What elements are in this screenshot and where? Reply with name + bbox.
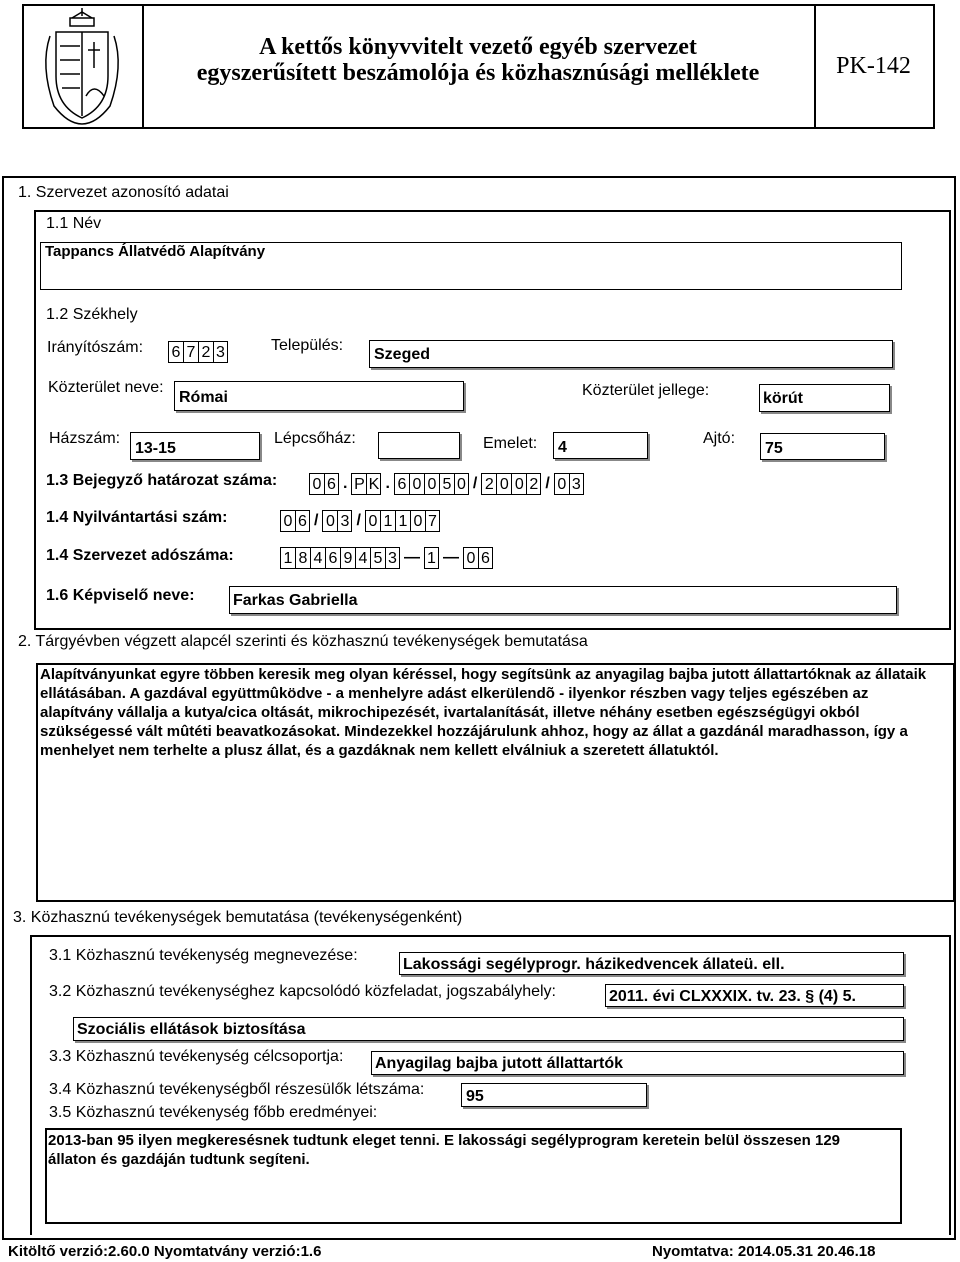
digit-cell: 8 [295,547,310,569]
tax-label: 1.4 Szervezet adószáma: [46,547,234,564]
stair-label: Lépcsőház: [274,430,356,447]
street-type-label: Közterület jellege: [582,382,710,399]
door-value: 75 [765,440,783,457]
form-title-line2: egyszerűsített beszámolója és közhasznúsági melléklete [196,60,760,86]
floor-value: 4 [558,439,567,456]
digit-cell: 0 [511,473,526,495]
street-type-value: körút [763,390,803,407]
zip-label: Irányítószám: [47,339,144,356]
digit-cell: 1 [280,547,295,569]
reg-no-label: 1.4 Nyilvántartási szám: [46,509,228,526]
public-task-value: Szociális ellátások biztosítása [77,1021,306,1038]
digit-group [351,473,381,495]
digit-separator: / [545,475,550,492]
street-label: Közterület neve: [48,379,164,396]
digit-group [481,473,541,495]
reg-decision-field[interactable] [309,473,584,495]
digit-separator: . [385,475,390,492]
digit-cell: 0 [409,473,424,495]
section1-title: 1. Szervezet azonosító adatai [18,184,229,201]
form-title-line1: A kettős könyvvitelt vezető egyéb szervezet [259,34,697,60]
digit-cell: 0 [410,510,425,532]
activity-name-value: Lakossági segélyprogr. házikedvencek állateü. ell. [403,956,785,973]
footer-printed: Nyomtatva: 2014.05.31 20.46.18 [652,1243,876,1260]
section2-title: 2. Tárgyévben végzett alapcél szerinti és közhasznú tevékenységek bemutatása [18,633,588,650]
digit-cell: 3 [569,473,584,495]
rep-value: Farkas Gabriella [233,592,358,609]
results-label: 3.5 Közhasznú tevékenység főbb eredményei: [49,1104,378,1121]
digit-group [463,547,493,569]
tax-field[interactable] [280,547,493,569]
digit-cell: 2 [481,473,496,495]
digit-cell: 0 [322,510,337,532]
rep-label: 1.6 Képviselő neve: [46,587,195,604]
results-text: 2013-ban 95 ilyen megkeresésnek tudtunk eleget tenni. E lakossági segélyprogram keretein belül összesen 129 állaton és gazdáján tudtunk segíteni. [48,1132,841,1168]
digit-separator: . [343,475,348,492]
digit-group [365,510,440,532]
digit-cell: 5 [439,473,454,495]
digit-cell: 5 [370,547,385,569]
digit-cell: 0 [365,510,380,532]
digit-cell: 0 [454,473,469,495]
footer-version: Kitöltő verzió:2.60.0 Nyomtatvány verzió:1.6 [8,1243,322,1260]
zip-field[interactable] [168,341,228,363]
digit-cell: 6 [324,473,339,495]
digit-cell: 6 [325,547,340,569]
name-label: 1.1 Név [46,215,102,232]
public-task-label: 3.2 Közhasznú tevékenységhez kapcsolódó közfeladat, jogszabályhely: [49,983,556,1000]
beneficiaries-label: 3.4 Közhasznú tevékenységből részesülők létszáma: [49,1081,425,1098]
digit-separator: — [443,549,459,566]
floor-label: Emelet: [483,435,538,452]
digit-cell: 4 [355,547,370,569]
digit-separator: / [314,512,319,529]
digit-cell: 4 [310,547,325,569]
reg-no-field[interactable] [280,510,440,532]
form-title [142,6,816,127]
digit-cell: 1 [380,510,395,532]
house-label: Házszám: [49,430,121,447]
floor-field[interactable] [553,432,648,459]
digit-group [322,510,352,532]
digit-group [168,341,228,363]
digit-cell: 7 [183,341,198,363]
digit-cell: 2 [198,341,213,363]
seat-label: 1.2 Székhely [46,306,138,323]
digit-separator: / [472,475,478,492]
digit-cell: 0 [280,510,295,532]
target-group-label: 3.3 Közhasznú tevékenység célcsoportja: [49,1048,344,1065]
target-group-value: Anyagilag bajba jutott állattartók [375,1055,624,1072]
beneficiaries-field[interactable] [461,1083,647,1107]
digit-cell: 6 [295,510,310,532]
digit-cell: P [351,473,366,495]
beneficiaries-value: 95 [466,1088,484,1105]
digit-cell: 3 [213,341,228,363]
digit-group [424,547,439,569]
digit-cell: K [366,473,381,495]
digit-cell: 2 [526,473,541,495]
digit-cell: 3 [385,547,400,569]
digit-cell: 6 [478,547,493,569]
digit-cell: 7 [425,510,440,532]
digit-group [280,510,310,532]
digit-cell: 3 [337,510,352,532]
reg-decision-label: 1.3 Bejegyző határozat száma: [46,472,278,489]
digit-group [309,473,339,495]
name-value: Tappancs Állatvédõ Alapítvány [45,243,266,260]
digit-cell: 6 [168,341,183,363]
digit-separator: — [404,549,420,566]
stair-field[interactable] [378,432,460,459]
digit-cell: 0 [463,547,478,569]
city-label: Település: [271,337,344,354]
section3-title: 3. Közhasznú tevékenységek bemutatása (tevékenységenként) [13,909,463,926]
header [22,4,935,129]
digit-cell: 0 [496,473,511,495]
digit-cell: 0 [309,473,324,495]
digit-cell: 0 [554,473,569,495]
digit-cell: 1 [395,510,410,532]
digit-separator: / [356,512,361,529]
digit-cell: 1 [424,547,439,569]
city-value: Szeged [374,346,431,363]
digit-group [554,473,584,495]
form-code: PK-142 [836,53,911,79]
activity-text: Alapítványunkat egyre többen keresik meg olyan kéréssel, hogy segítsünk az anyagilag bajba jutott állattartóknak az állataik ellátásában. A gazdával együttmûködve - a menhelyre adást elkerülendõ - ilyenkor részben vagy teljes egészében az alapítvány vállalja a kutya/cica oltását, mikrochipezését, ivartalanítását, illetve néhány esetben egészségügyi okból szükségessé vált mûtéti beavatkozásokat. Mindezekkel hozzájárulunk ahhoz, hogy az állat a gazdánál maradhasson, így a menhelyet nem terhelte a plusz állat, és a gazdáknak nem kellett elválniuk a szeretett állatuktól. [40,666,927,759]
digit-cell: 6 [394,473,409,495]
coat-of-arms-logo [24,6,144,127]
digit-cell: 0 [424,473,439,495]
house-value: 13-15 [135,440,176,457]
digit-cell: 9 [340,547,355,569]
digit-group [394,473,469,495]
door-label: Ajtó: [703,430,736,447]
city-field[interactable] [369,340,893,368]
activity-name-label: 3.1 Közhasznú tevékenység megnevezése: [49,947,358,964]
digit-group [280,547,400,569]
law-value: 2011. évi CLXXXIX. tv. 23. § (4) 5. [609,988,856,1005]
street-value: Római [179,389,228,406]
